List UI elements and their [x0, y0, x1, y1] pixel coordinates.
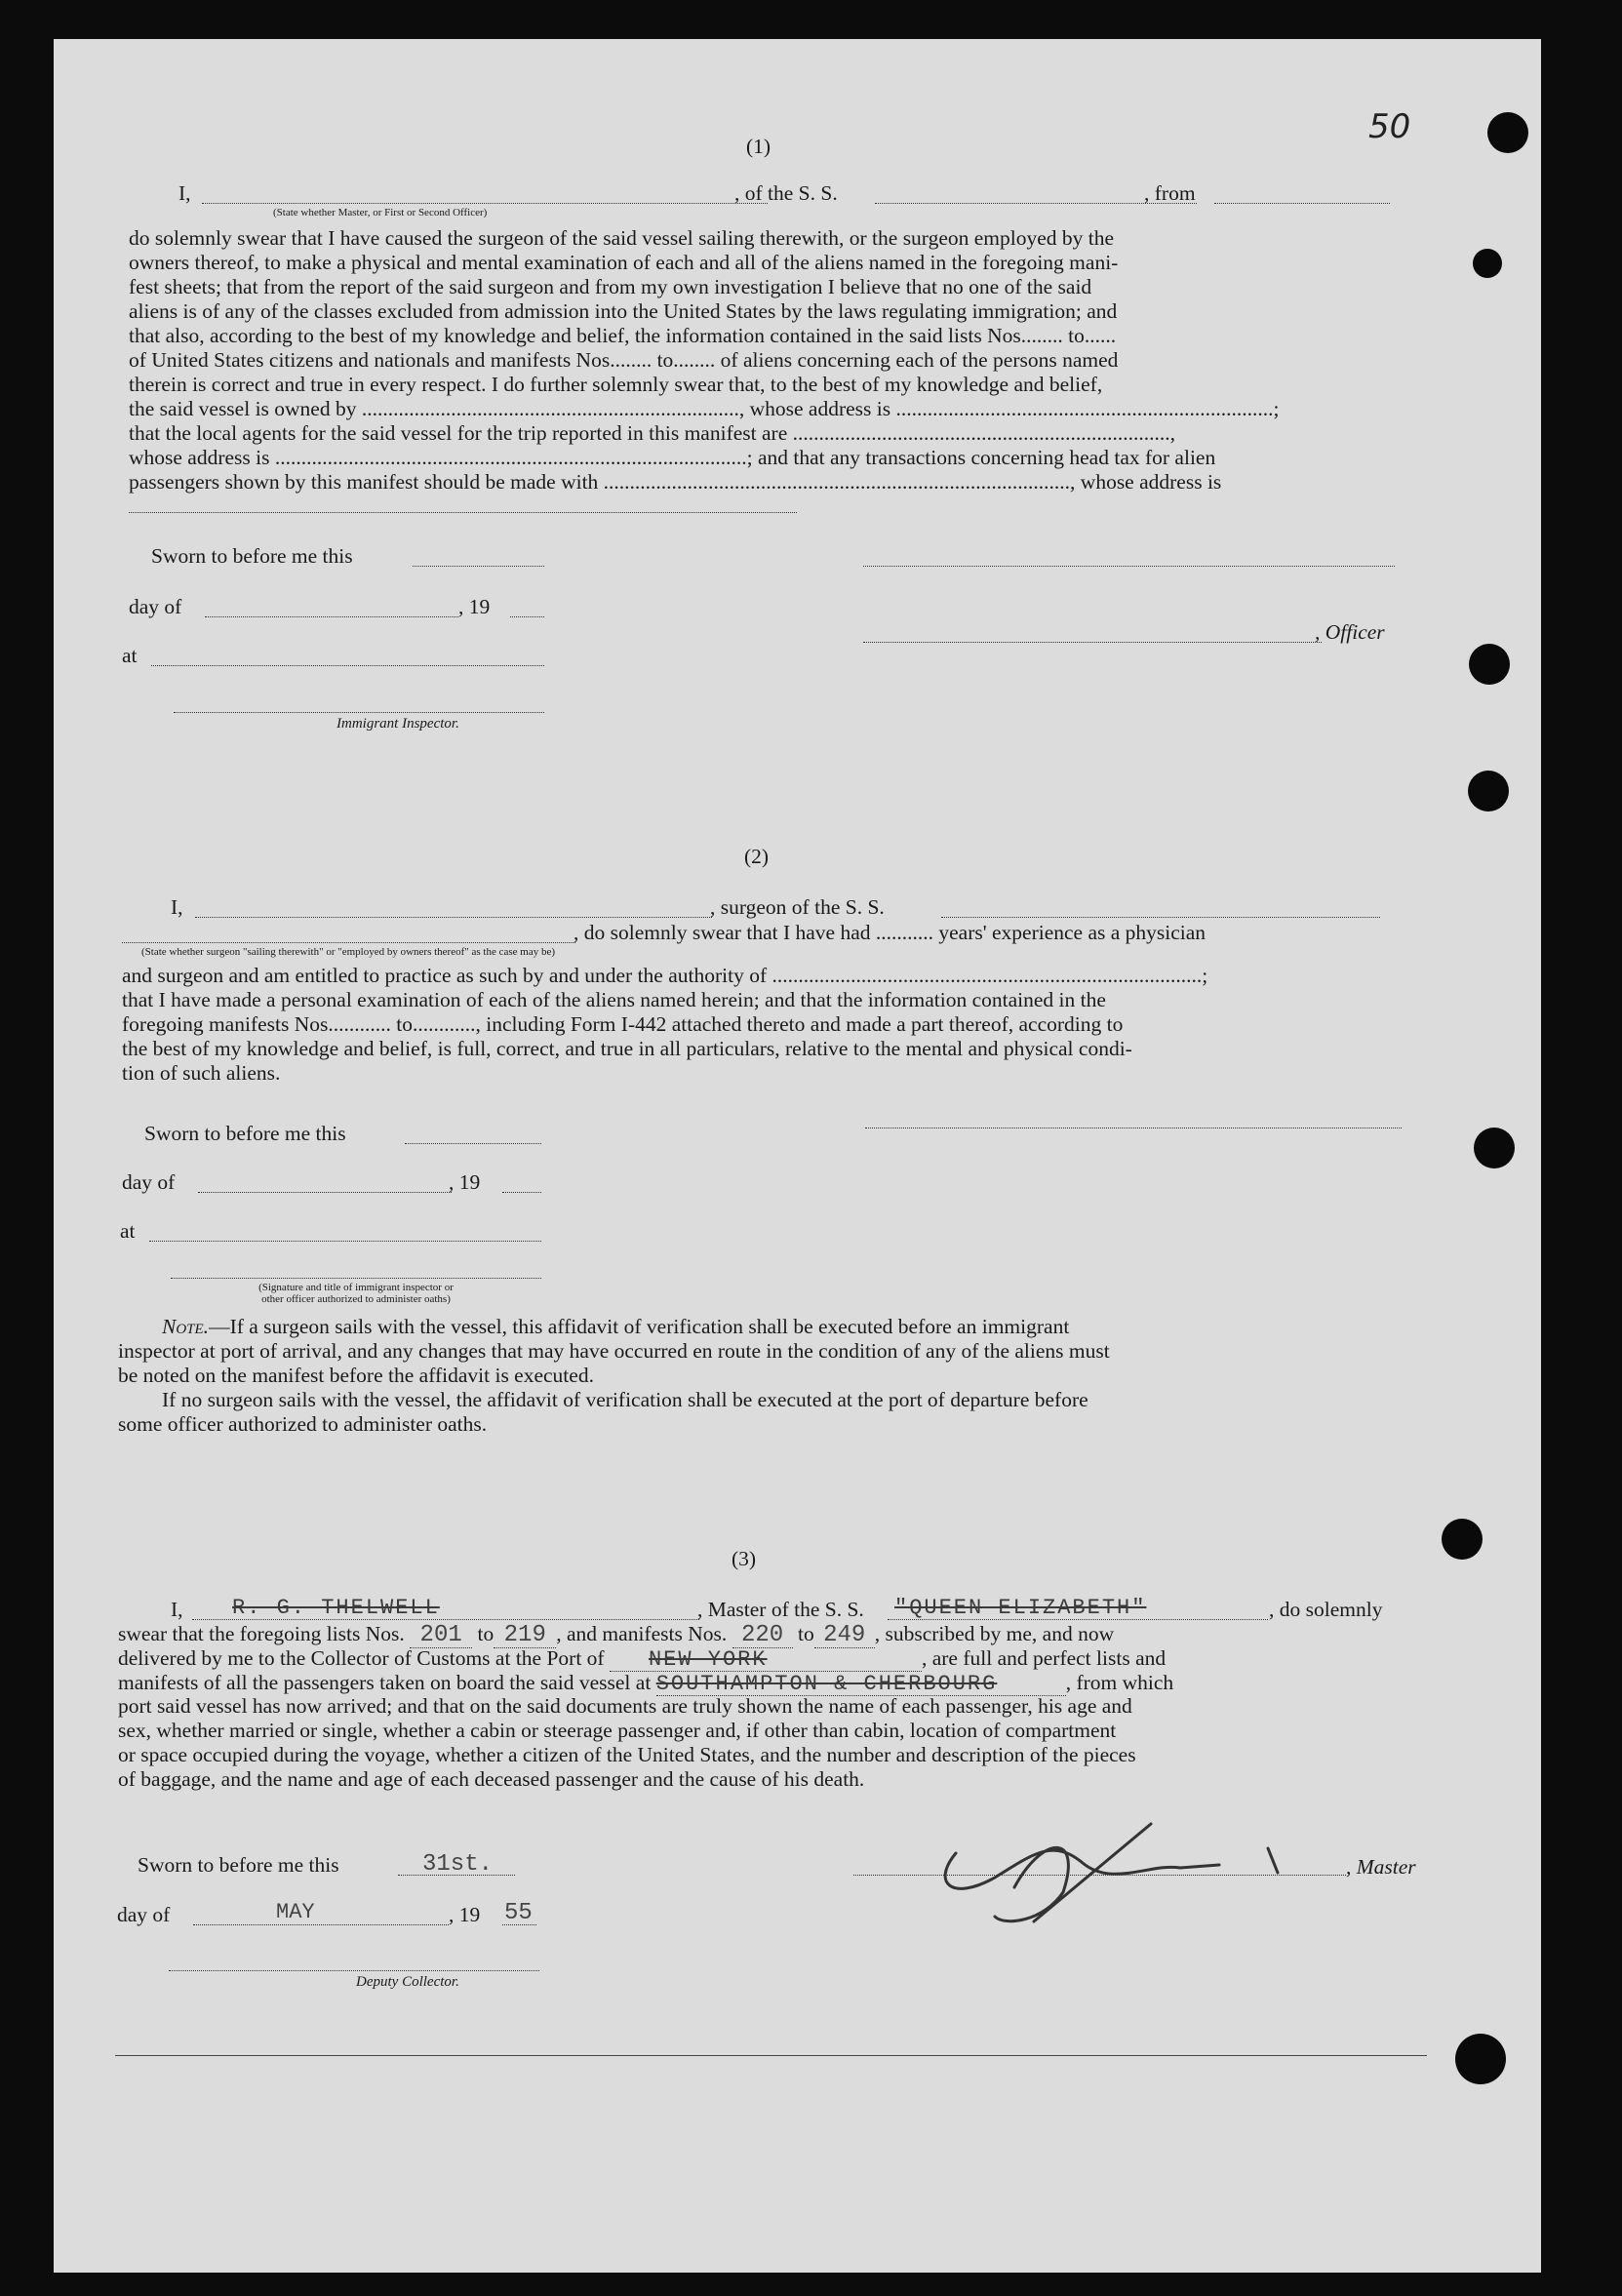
body-line: aliens is of any of the classes excluded from admission into the United States by the laws regulating immigration; and [129, 299, 1118, 323]
collector-blank [169, 1970, 539, 1971]
surgeon-type-blank [122, 942, 575, 943]
day-of-label: day of [117, 1903, 171, 1926]
punch-hole [1468, 771, 1509, 812]
sig-title-blank [171, 1278, 541, 1279]
master-name: R. G. THELWELL [232, 1596, 440, 1620]
rank-note: (State whether Master, or First or Second Officer) [273, 207, 488, 218]
body-line: passengers shown by this manifest should be made with ........................................................................................., whose address is [129, 470, 1222, 494]
month-blank [193, 1924, 449, 1925]
at-label: at [120, 1219, 136, 1243]
oath-i: I, [171, 1598, 183, 1621]
punch-hole [1442, 1519, 1483, 1560]
section-number: (3) [732, 1547, 757, 1570]
note-line: If no surgeon sails with the vessel, the affidavit of verification shall be executed at the port of departure before [162, 1388, 1088, 1411]
master-signature [927, 1795, 1336, 1931]
sworn-day: 31st. [422, 1851, 494, 1878]
body-line: whose address is ..........................................................................................; and that any transactions concerning head tax for alien [129, 446, 1216, 469]
punch-hole [1474, 1128, 1515, 1168]
body-line: sex, whether married or single, whether a cabin or steerage passenger and, if other than cabin, location of compartment [118, 1719, 1117, 1742]
deputy-label: Deputy Collector. [356, 1974, 459, 1990]
punch-hole [1487, 112, 1528, 153]
section1-body [129, 226, 1475, 495]
month-blank [198, 1192, 452, 1193]
body-line: that also, according to the best of my knowledge and belief, the information contained in the said lists Nos........ to...... [129, 324, 1117, 347]
body-line: therein is correct and true in every respect. I do further solemnly swear that, to the best of my knowledge and belief, [129, 373, 1103, 396]
body-line: that the local agents for the said vessel for the trip reported in this manifest are ........................................................................, [129, 421, 1175, 445]
day-of-label: day of [129, 595, 182, 618]
sworn-label: Sworn to before me this [151, 544, 353, 568]
swear-text: swear that the foregoing lists Nos. [118, 1622, 405, 1645]
year-end: 55 [504, 1900, 533, 1926]
manifest-page [54, 39, 1541, 2273]
punch-hole [1473, 249, 1502, 278]
page-number-mark: 50 [1368, 107, 1411, 146]
note-block [118, 1315, 1444, 1437]
year-label: , 19 [449, 1903, 481, 1926]
subscribed-text: , subscribed by me, and now [874, 1622, 1115, 1645]
year-blank [502, 1192, 541, 1193]
surgeon-vessel-blank [941, 917, 1380, 918]
at-blank [151, 665, 544, 666]
body-line: the said vessel is owned by ........................................................................, whose address is ........................................................................; [129, 397, 1280, 420]
master-of-label: , Master of the S. S. [697, 1598, 864, 1621]
sworn-label: Sworn to before me this [138, 1853, 339, 1877]
month-blank [205, 616, 458, 617]
body-line: foregoing manifests Nos............ to............, including Form I-442 attached thereto and made a part thereof, according to [122, 1012, 1124, 1036]
sig-note-line: (Signature and title of immigrant inspector or [258, 1282, 454, 1293]
section-number: (2) [744, 845, 770, 868]
body-line: or space occupied during the voyage, whether a citizen of the United States, and the number and description of the pieces [118, 1743, 1136, 1766]
section-number: (1) [746, 135, 771, 158]
list-from: 201 [410, 1624, 472, 1648]
sworn-day-blank [413, 566, 544, 567]
inspector-blank [174, 712, 544, 713]
section3-body [118, 1694, 1444, 1792]
oath-i: I, [178, 181, 191, 205]
manifest-to: 249 [814, 1624, 875, 1648]
month: MAY [276, 1900, 315, 1924]
officer-blank [863, 642, 1322, 643]
inspector-label: Immigrant Inspector. [336, 716, 459, 732]
manifest-from: 220 [732, 1624, 793, 1648]
from-label: , from [1144, 181, 1196, 205]
at-blank [149, 1241, 541, 1242]
rank-blank [202, 203, 768, 204]
punch-hole [1469, 644, 1510, 685]
sworn-label: Sworn to before me this [144, 1122, 346, 1145]
note-line [118, 1315, 1444, 1339]
swear-line [118, 1624, 1114, 1648]
sworn-day-blank [405, 1143, 541, 1144]
master-label: , Master [1346, 1855, 1416, 1879]
solemnly-label: , do solemnly [1269, 1598, 1383, 1621]
body-line: the best of my knowledge and belief, is full, correct, and true in all particulars, relative to the mental and physical condi- [122, 1037, 1132, 1060]
from-which-text: , from which [1065, 1671, 1174, 1694]
address-blank [129, 512, 797, 513]
from-blank [1214, 203, 1390, 204]
note-line: be noted on the manifest before the affidavit is executed. [118, 1364, 594, 1387]
body-line: do solemnly swear that I have caused the surgeon of the said vessel sailing therewith, or the surgeon employed by the [129, 226, 1115, 250]
note-line: inspector at port of arrival, and any changes that may have occurred en route in the condition of any of the aliens must [118, 1339, 1110, 1363]
body-line: of baggage, and the name and age of each deceased passenger and the cause of his death. [118, 1767, 865, 1791]
ship-name: "QUEEN ELIZABETH" [894, 1596, 1147, 1620]
note-label: Note. [162, 1315, 210, 1338]
year-label: , 19 [458, 595, 491, 618]
surgeon-of-label: , surgeon of the S. S. [710, 895, 885, 919]
oath-i: I, [171, 895, 183, 919]
delivered-text: delivered by me to the Collector of Customs at the Port of [118, 1646, 605, 1670]
bottom-rule [115, 2055, 1427, 2056]
list-to: 219 [494, 1624, 556, 1648]
note-line: some officer authorized to administer oaths. [118, 1412, 488, 1436]
body-line: that I have made a personal examination of each of the aliens named herein; and that the information contained in the [122, 988, 1106, 1011]
manifests-text: , and manifests Nos. [556, 1622, 728, 1645]
body-line: of United States citizens and nationals and manifests Nos........ to........ of aliens concerning each of the persons named [129, 348, 1119, 372]
body-line: and surgeon and am entitled to practice as such by and under the authority of ..................................................................................; [122, 964, 1208, 987]
full-text: , are full and perfect lists and [921, 1646, 1167, 1670]
body-line: port said vessel has now arrived; and that on the said documents are truly shown the name of each passenger, his age and [118, 1694, 1132, 1718]
manifests-all-text: manifests of all the passengers taken on board the said vessel at [118, 1671, 652, 1694]
sig-title-note [171, 1282, 541, 1305]
note-text: —If a surgeon sails with the vessel, this affidavit of verification shall be executed before an immigrant [209, 1315, 1070, 1338]
body-line: fest sheets; that from the report of the said surgeon and from my own investigation I believe that no one of the said [129, 275, 1092, 298]
section2-body [122, 964, 1468, 1086]
at-label: at [122, 644, 138, 667]
signature-blank [863, 566, 1395, 567]
officer-label: , Officer [1315, 620, 1385, 644]
of-ss-label: , of the S. S. [734, 181, 838, 205]
body-line: tion of such aliens. [122, 1061, 281, 1085]
day-of-label: day of [122, 1170, 176, 1194]
to-label: to [477, 1622, 495, 1645]
year-blank [510, 616, 544, 617]
year-label: , 19 [449, 1170, 481, 1194]
surgeon-name-blank [195, 917, 712, 918]
body-line: owners thereof, to make a physical and mental examination of each and all of the aliens named in the foregoing mani- [129, 251, 1119, 274]
manifests-line [118, 1673, 1173, 1696]
to-label: to [797, 1622, 814, 1645]
port-of-arrival: NEW YORK [610, 1649, 922, 1672]
surgeon-line2: , do solemnly swear that I have had ........... years' experience as a physician [574, 921, 1207, 944]
port-of-departure: SOUTHAMPTON & CHERBOURG [656, 1674, 1066, 1696]
surgeon-type-note: (State whether surgeon "sailing therewith" or "employed by owners thereof" as the case may be) [141, 946, 556, 958]
sig-note-line: other officer authorized to administer oaths) [261, 1293, 451, 1305]
punch-hole [1455, 2034, 1506, 2084]
delivered-line [118, 1648, 1166, 1672]
